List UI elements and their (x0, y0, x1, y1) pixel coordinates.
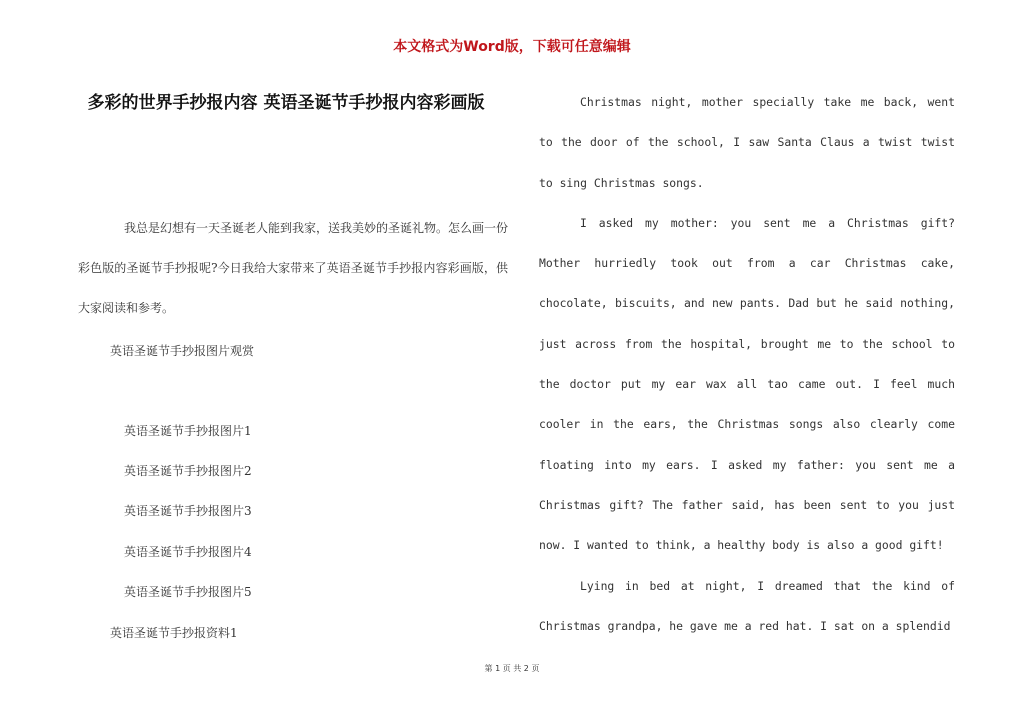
image-item: 英语圣诞节手抄报图片1 (124, 424, 252, 438)
image-item: 英语圣诞节手抄报图片2 (124, 464, 252, 478)
page-number-footer: 第 1 页 共 2 页 (484, 664, 540, 673)
left-column (62, 88, 510, 119)
english-paragraph: Christmas night, mother specially take me back, went to the door of the school, I saw Santa Claus a twist twist to sing Christmas songs. (539, 95, 955, 190)
image-item: 英语圣诞节手抄报图片3 (124, 504, 252, 518)
image-item: 英语圣诞节手抄报图片5 (124, 585, 252, 599)
english-paragraph: I asked my mother: you sent me a Christmas gift? Mother hurriedly took out from a car Christmas cake, chocolate, biscuits, and new pants. Dad but he said nothing, just across from the hospital, brought me to the school to the doctor put my ear wax all tao came out. I feel much cooler in the ears, the Christmas songs also clearly come floating into my ears. I asked my father: you sent me a Christmas gift? The father said, has been sent to you just now. I wanted to think, a healthy body is also a good gift! (539, 215, 955, 553)
word-format-banner: 本文格式为Word版，下载可任意编辑 (393, 39, 631, 55)
section-heading: 英语圣诞节手抄报图片观赏 (110, 344, 255, 358)
english-text-column (539, 82, 955, 646)
image-item: 英语圣诞节手抄报图片4 (124, 545, 252, 559)
english-paragraph: Lying in bed at night, I dreamed that the kind of Christmas grandpa, he gave me a red hat. I sat on a splendid (539, 578, 955, 633)
material-heading: 英语圣诞节手抄报资料1 (110, 626, 238, 640)
intro-paragraph: 我总是幻想有一天圣诞老人能到我家，送我美妙的圣诞礼物。怎么画一份彩色版的圣诞节手抄报呢?今日我给大家带来了英语圣诞节手抄报内容彩画版，供大家阅读和参考。 (78, 221, 509, 315)
page-title: 多彩的世界手抄报内容 英语圣诞节手抄报内容彩画版 (87, 93, 485, 113)
